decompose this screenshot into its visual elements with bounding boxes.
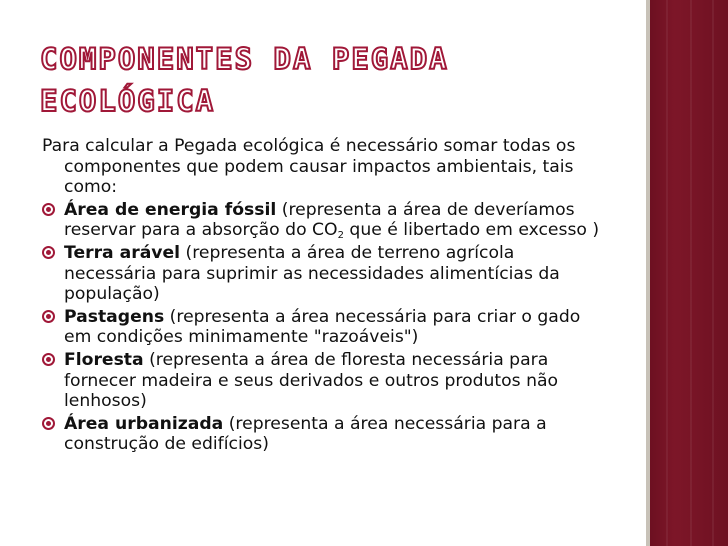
list-item	[42, 200, 602, 241]
bullet-icon	[42, 417, 55, 430]
list-item	[42, 243, 602, 305]
item-text: (representa a área necessária para criar o gado em condições minimamente "razoáveis")	[64, 306, 581, 348]
intro-paragraph: Para calcular a Pegada ecológica é necessário somar todas os componentes que podem causar impactos ambientais, tais como:	[42, 136, 576, 198]
item-text-continued: que é libertado em excesso )	[343, 220, 600, 241]
subscript: 2	[337, 230, 344, 242]
slide-body	[42, 136, 602, 457]
bullet-icon	[42, 246, 55, 259]
slide-title: COMPONENTES DA PEGADA ECOLÓGICA	[40, 42, 449, 118]
list-item	[42, 414, 602, 455]
item-text: (representa a área de deveríamos reservar para a absorção do CO	[64, 199, 575, 241]
bullet-icon	[42, 310, 55, 323]
item-term: Floresta	[64, 349, 144, 370]
item-text: (representa a área de terreno agrícola necessária para suprimir as necessidades alimentícias da população)	[64, 242, 560, 305]
item-term: Área de energia fóssil	[64, 199, 277, 220]
list-item	[42, 307, 602, 348]
item-text: (representa a área de floresta necessária para fornecer madeira e seus derivados e outros produtos não lenhosos)	[64, 349, 559, 412]
item-term: Pastagens	[64, 306, 165, 327]
item-text: (representa a área necessária para a construção de edifícios)	[64, 413, 547, 455]
components-list	[42, 200, 602, 455]
bullet-icon	[42, 353, 55, 366]
decorative-sidebar	[646, 0, 728, 546]
item-term: Área urbanizada	[64, 413, 224, 434]
bullet-icon	[42, 203, 55, 216]
item-term: Terra arável	[64, 242, 181, 263]
list-item	[42, 350, 602, 412]
